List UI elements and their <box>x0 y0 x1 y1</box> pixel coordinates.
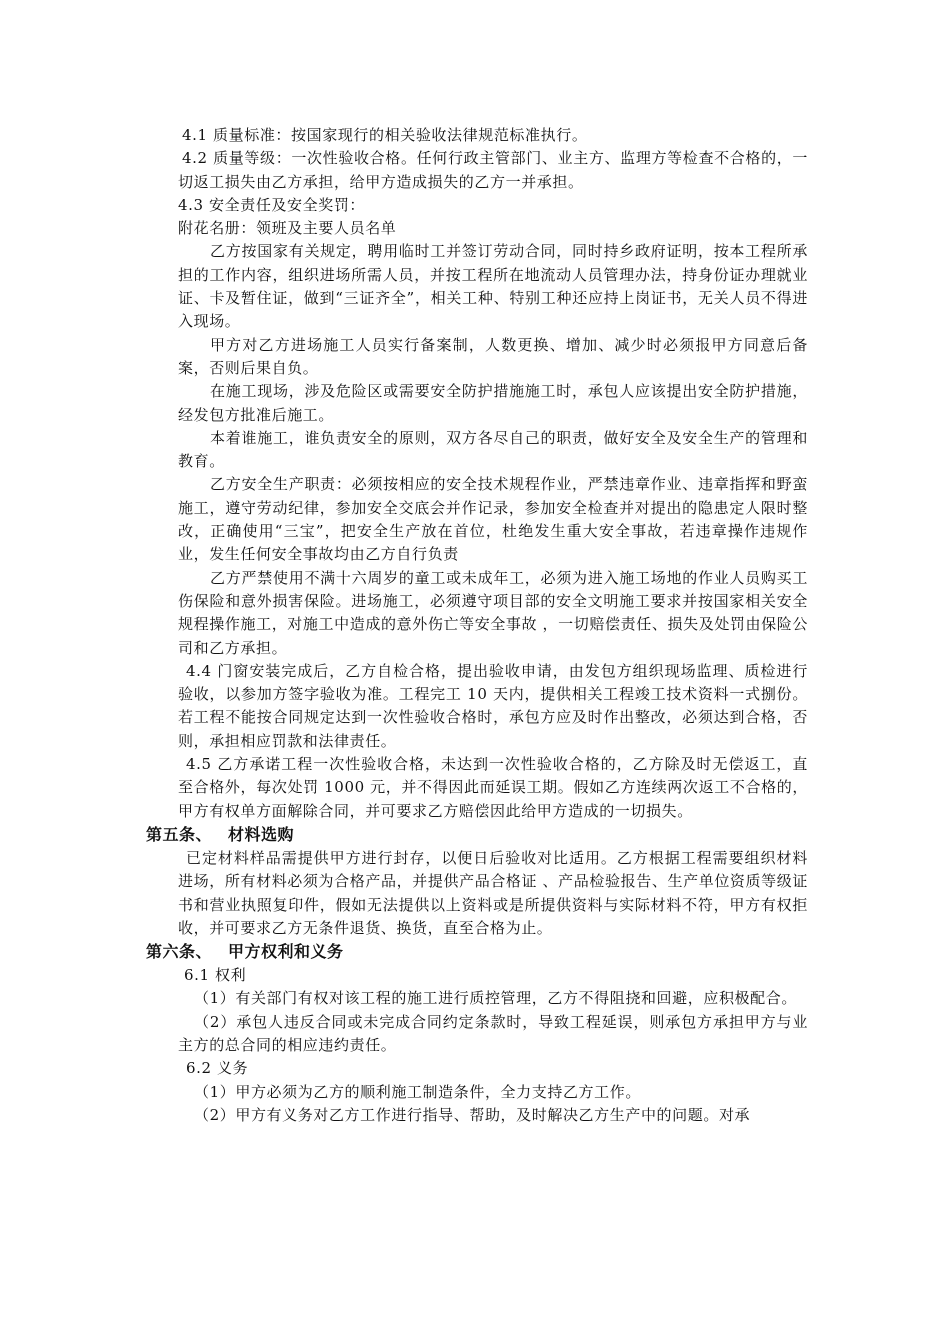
section-heading-6 <box>146 940 808 964</box>
paragraph-responsibility: 本着谁施工，谁负责安全的原则，双方各尽自己的职责，做好安全及安全生产的管理和教育。 <box>178 428 808 471</box>
section-title-5: 材料选购 <box>228 824 295 844</box>
paragraph-child-labor: 乙方严禁使用不满十六周岁的童工或未成年工，必须为进入施工场地的作业人员购买工伤保险和意外损害保险。进场施工，必须遵守项目部的安全文明施工要求并按国家相关安全规程操作施工，对施工中造成的意外伤亡等安全事故 ，一切赔偿责任、损失及处罚由保险公司和乙方承担。 <box>178 568 808 657</box>
clause-4-5: 4.5 乙方承诺工程一次性验收合格，未达到一次性验收合格的，乙方除及时无偿返工，直至合格外，每次处罚 1000 元，并不得因此而延误工期。假如乙方连续两次返工不合格的，甲方有权单方面解除合同，并可要求乙方赔偿因此给甲方造成的一切损失。 <box>178 755 808 820</box>
clause-4-1: 4.1 质量标准：按国家现行的相关验收法律规范标准执行。 <box>182 126 588 144</box>
paragraph-staffing: 乙方按国家有关规定，聘用临时工并签订劳动合同，同时持乡政府证明，按本工程所承担的工作内容，组织进场所需人员，并按工程所在地流动人员管理办法，持身份证办理就业证、卡及暂住证，做到“三证齐全”，相关工种、特别工种还应持上岗证书，无关人员不得进入现场。 <box>178 242 808 331</box>
duties-item-1: （1）甲方必须为乙方的顺利施工制造条件，全力支持乙方工作。 <box>194 1082 641 1101</box>
clause-4-3: 4.3 安全责任及安全奖罚： <box>178 195 366 214</box>
clause-4-2: 4.2 质量等级：一次性验收合格。任何行政主管部门、业主方、监理方等检查不合格的，一切返工损失由乙方承担，给甲方造成损失的乙方一并承担。 <box>178 149 808 191</box>
paragraph-danger-zone: 在施工现场，涉及危险区或需要安全防护措施施工时，承包人应该提出安全防护措施，经发包方批准后施工。 <box>178 382 808 424</box>
rights-item-1: （1）有关部门有权对该工程的施工进行质控管理，乙方不得阻挠和回避，应积极配合。 <box>194 989 797 1008</box>
rights-item-2: （2）承包人违反合同或未完成合同约定条款时，导致工程延误，则承包方承担甲方与业主方的总合同的相应违约责任。 <box>178 1012 808 1054</box>
section-number-5: 第五条、 <box>146 824 213 844</box>
clause-4-4: 4.4 门窗安装完成后，乙方自检合格，提出验收申请，由发包方组织现场监理、质检进行验收，以参加方签字验收为准。工程完工 10 天内，提供相关工程竣工技术资料一式捌份。若工程不能按合同规定达到一次性验收合格时，承包方应及时作出整改，必须达到合格，否则，承担相应罚款和法律责任。 <box>178 661 808 750</box>
clause-6-2: 6.2 义务 <box>186 1059 249 1078</box>
document-body <box>146 124 808 1127</box>
section-heading-5 <box>146 823 808 847</box>
section-title-6: 甲方权利和义务 <box>228 942 344 962</box>
section-number-6: 第六条、 <box>146 942 213 962</box>
clause-6-1: 6.1 权利 <box>184 966 247 985</box>
duties-item-2: （2）甲方有义务对乙方工作进行指导、帮助，及时解决乙方生产中的问题。对承 <box>194 1105 751 1124</box>
paragraph-materials: 已定材料样品需提供甲方进行封存，以便日后验收对比适用。乙方根据工程需要组织材料进场，所有材料必须为合格产品，并提供产品合格证 、产品检验报告、生产单位资质等级证书和营业执照复印件，假如无法提供以上资料或是所提供资料与实际材料不符，甲方有权拒收，并可要求乙方无条件退货、换货，直至合格为止。 <box>178 848 808 937</box>
paragraph-safety-duties: 乙方安全生产职责：必须按相应的安全技术规程作业，严禁违章作业、违章指挥和野蛮施工，遵守劳动纪律，参加安全交底会并作记录，参加安全检查并对提出的隐患定人限时整改，正确使用“三宝”，把安全生产放在首位，杜绝发生重大安全事故，若违章操作违规作业，发生任何安全事故均由乙方自行负责 <box>178 475 808 564</box>
attachment-note: 附花名册：领班及主要人员名单 <box>178 219 397 238</box>
paragraph-registration: 甲方对乙方进场施工人员实行备案制，人数更换、增加、减少时必须报甲方同意后备案，否则后果自负。 <box>178 335 808 377</box>
